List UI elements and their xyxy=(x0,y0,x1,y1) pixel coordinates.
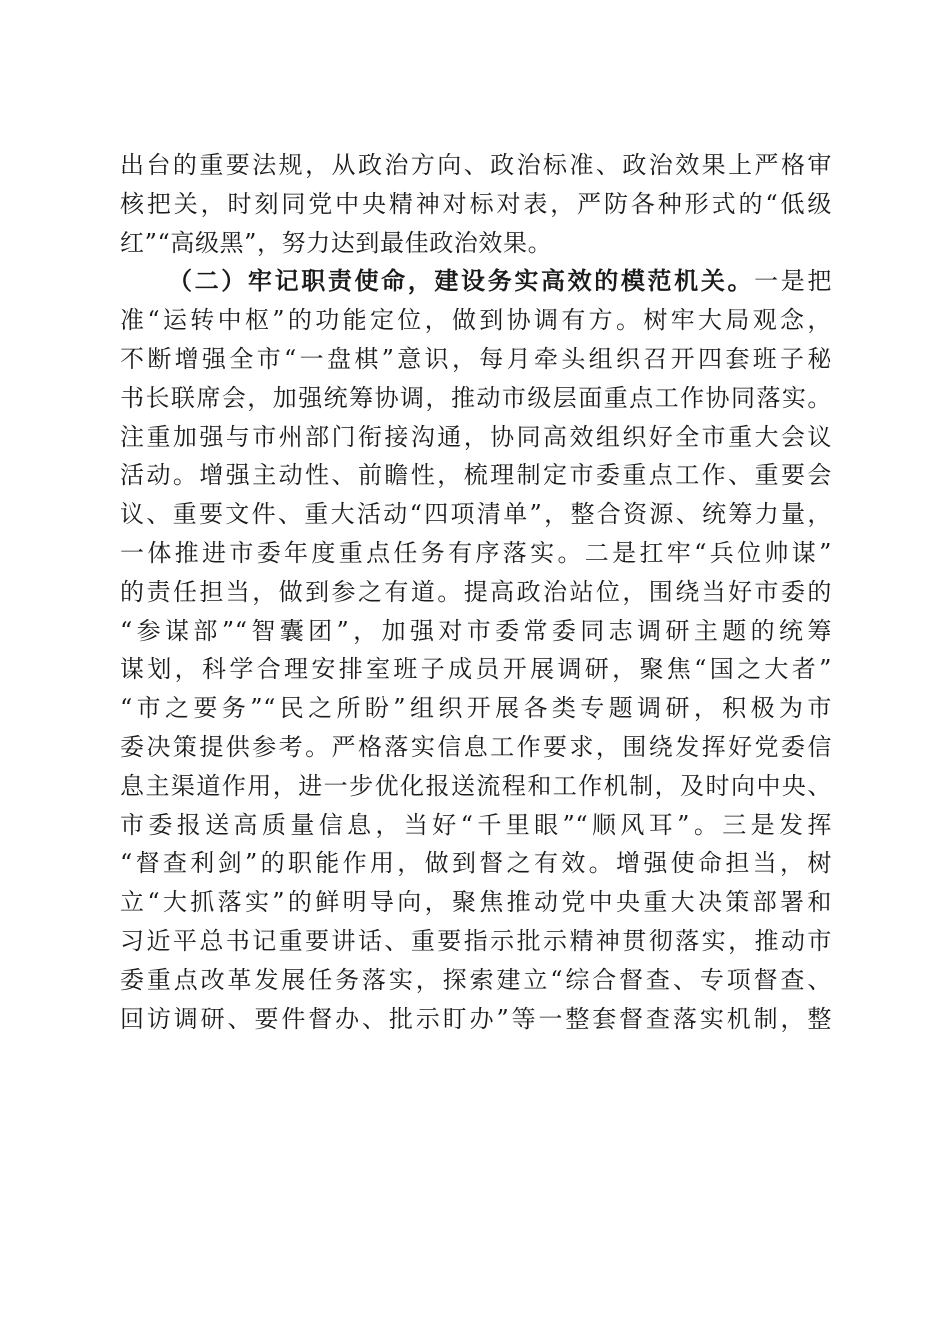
section-heading: （二）牢记职责使命，建设务实高效的模范机关。 xyxy=(168,266,755,296)
text-line: 息主渠道作用，进一步优化报送流程和工作机制，及时向中央、 xyxy=(120,771,832,800)
text-line: 红”“高级黑”，努力达到最佳政治效果。 xyxy=(120,228,553,257)
text-line: 注重加强与市州部门衔接沟通，协同高效组织好全市重大会议 xyxy=(120,422,832,451)
section-heading-line xyxy=(120,262,832,301)
body-text xyxy=(120,146,832,1038)
text-line: 习近平总书记重要讲话、重要指示批示精神贯彻落实，推动市 xyxy=(120,926,832,955)
text-line: 谋划，科学合理安排室班子成员开展调研，聚焦“国之大者” xyxy=(120,655,832,684)
text-line: 书长联席会，加强统筹协调，推动市级层面重点工作协同落实。 xyxy=(120,383,832,412)
text-line: 核把关，时刻同党中央精神对标对表，严防各种形式的“低级 xyxy=(120,189,832,218)
text-line: 立“大抓落实”的鲜明导向，聚焦推动党中央重大决策部署和 xyxy=(120,888,832,917)
text-line: 的责任担当，做到参之有道。提高政治站位，围绕当好市委的 xyxy=(120,577,832,606)
text-line: 议、重要文件、重大活动“四项清单”，整合资源、统筹力量， xyxy=(120,500,832,529)
text-line: 回访调研、要件督办、批示盯办”等一整套督查落实机制，整 xyxy=(120,1004,832,1033)
text-line: “督查利剑”的职能作用，做到督之有效。增强使命担当，树 xyxy=(120,849,832,878)
text-line: 准“运转中枢”的功能定位，做到协调有方。树牢大局观念， xyxy=(120,306,832,335)
text-line: 委决策提供参考。严格落实信息工作要求，围绕发挥好党委信 xyxy=(120,732,832,761)
text-line: 活动。增强主动性、前瞻性，梳理制定市委重点工作、重要会 xyxy=(120,461,832,490)
text-line: 不断增强全市“一盘棋”意识，每月牵头组织召开四套班子秘 xyxy=(120,344,832,373)
text-line: 委重点改革发展任务落实，探索建立“综合督查、专项督查、 xyxy=(120,965,832,994)
text-line: “参谋部”“智囊团”，加强对市委常委同志调研主题的统筹 xyxy=(120,616,832,645)
text-line: 出台的重要法规，从政治方向、政治标准、政治效果上严格审 xyxy=(120,151,832,179)
text-line: 市委报送高质量信息，当好“千里眼”“顺风耳”。三是发挥 xyxy=(120,810,832,839)
text-span: 一是把 xyxy=(754,267,832,296)
text-line: 一体推进市委年度重点任务有序落实。二是扛牢“兵位帅谋” xyxy=(120,538,832,567)
text-line: “市之要务”“民之所盼”组织开展各类专题调研，积极为市 xyxy=(120,694,832,723)
